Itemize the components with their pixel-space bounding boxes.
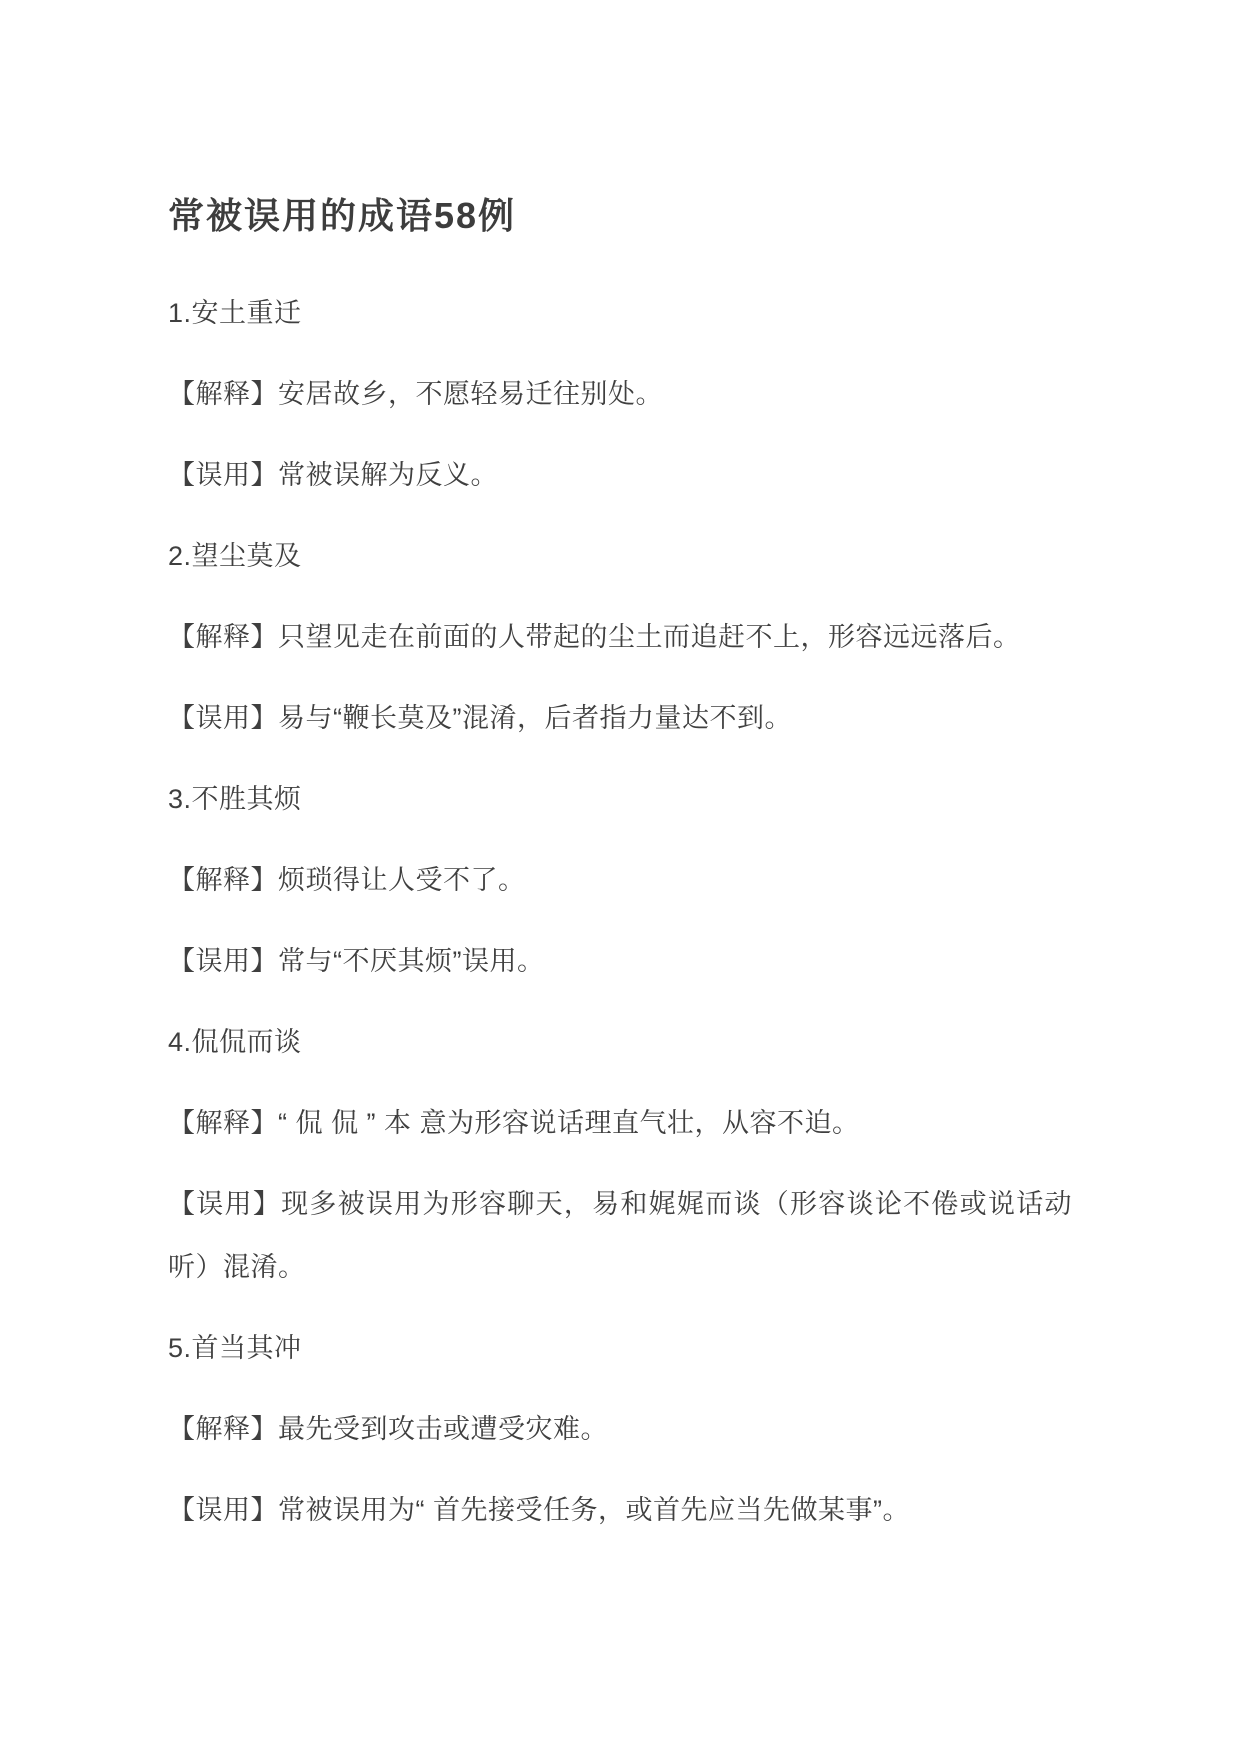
- idiom-entry: [168, 282, 1072, 507]
- entry-misuse: 【误用】常与“不厌其烦”误用。: [168, 946, 545, 976]
- entry-heading: 1.安土重迁: [168, 298, 302, 328]
- entry-explanation: 【解释】最先受到攻击或遭受灾难。: [168, 1414, 608, 1444]
- entry-explanation: 【解释】安居故乡，不愿轻易迁往别处。: [168, 379, 663, 409]
- entry-heading: 5.首当其冲: [168, 1333, 302, 1363]
- page-title: 常被误用的成语58例: [168, 195, 517, 236]
- entry-heading: 4.侃侃而谈: [168, 1027, 302, 1057]
- entry-heading: 2.望尘莫及: [168, 541, 302, 571]
- entry-explanation: 【解释】烦琐得让人受不了。: [168, 865, 526, 895]
- idiom-entry: [168, 1011, 1072, 1299]
- entry-misuse: 【误用】现多被误用为形容聊天，易和娓娓而谈（形容谈论不倦或说话动听）混淆。: [168, 1189, 1072, 1282]
- entry-misuse: 【误用】易与“鞭长莫及”混淆，后者指力量达不到。: [168, 703, 792, 733]
- entry-misuse: 【误用】常被误用为“ 首先接受任务，或首先应当先做某事”。: [168, 1495, 910, 1525]
- idiom-entry: [168, 1317, 1072, 1542]
- idiom-entry: [168, 768, 1072, 993]
- entry-explanation: 【解释】“ 侃 侃 ” 本 意为形容说话理直气壮，从容不迫。: [168, 1108, 860, 1138]
- idiom-entry: [168, 525, 1072, 750]
- entry-misuse: 【误用】常被误解为反义。: [168, 460, 498, 490]
- entry-heading: 3.不胜其烦: [168, 784, 302, 814]
- entry-explanation: 【解释】只望见走在前面的人带起的尘土而追赶不上，形容远远落后。: [168, 622, 1021, 652]
